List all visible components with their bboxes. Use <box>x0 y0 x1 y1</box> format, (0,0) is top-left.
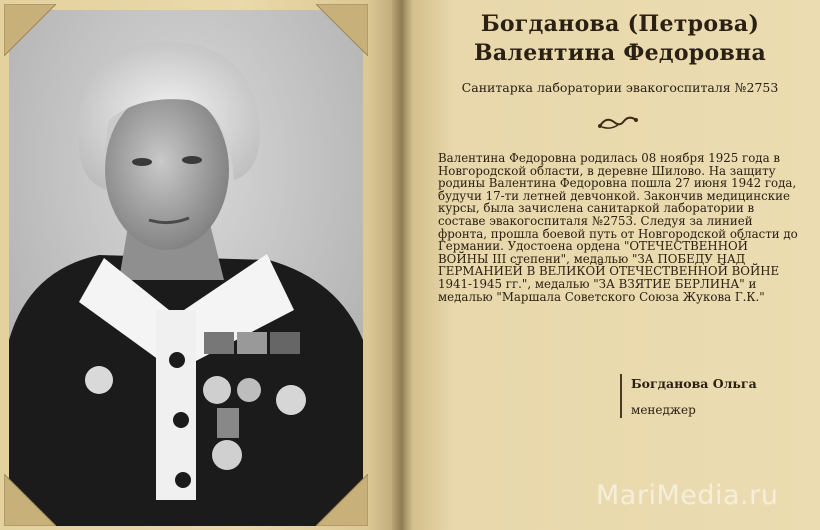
portrait-photo <box>9 10 363 526</box>
author-block <box>620 374 757 418</box>
author-name: Богданова Ольга <box>631 376 757 391</box>
person-position: Санитарка лаборатории эвакогоспиталя №2753 <box>461 80 779 95</box>
author-role: менеджер <box>631 403 696 417</box>
person-name <box>440 10 800 68</box>
photo-corner-icon <box>4 4 56 56</box>
person-name-line1: Богданова (Петрова) <box>480 11 760 37</box>
photo-corner-icon <box>316 4 368 56</box>
photo-corner-icon <box>316 474 368 526</box>
flourish-icon <box>596 114 640 132</box>
person-name-line2: Валентина Федоровна <box>473 40 767 66</box>
site-watermark: MariMedia.ru <box>596 480 779 511</box>
book-spine <box>392 0 414 530</box>
biography-text: Валентина Федоровна родилась 08 ноября 1925 года в Новгородской области, в деревне Шилово. На защиту родины Валентина Федоровна пошла 27 июня 1942 года, будучи 17-ти летней девчонкой. Закончив медицинские курсы, была зачислена санитаркой лаборатории в составе эвакогоспиталя №2753. Следуя за линией фронта, прошла боевой путь от Новгородской области до Германии. Удостоена ордена "ОТЕЧЕСТВЕННОЙ ВОЙНЫ III степени", медалью "ЗА ПОБЕДУ НАД ГЕРМАНИЕЙ В ВЕЛИКОЙ ОТЕЧЕСТВЕННОЙ ВОЙНЕ 1941-1945 гг.", медалью "ЗА ВЗЯТИЕ БЕРЛИНА" и медалью "Маршала Советского Союза Жукова Г.К." <box>438 151 798 304</box>
photo-corner-icon <box>4 474 56 526</box>
